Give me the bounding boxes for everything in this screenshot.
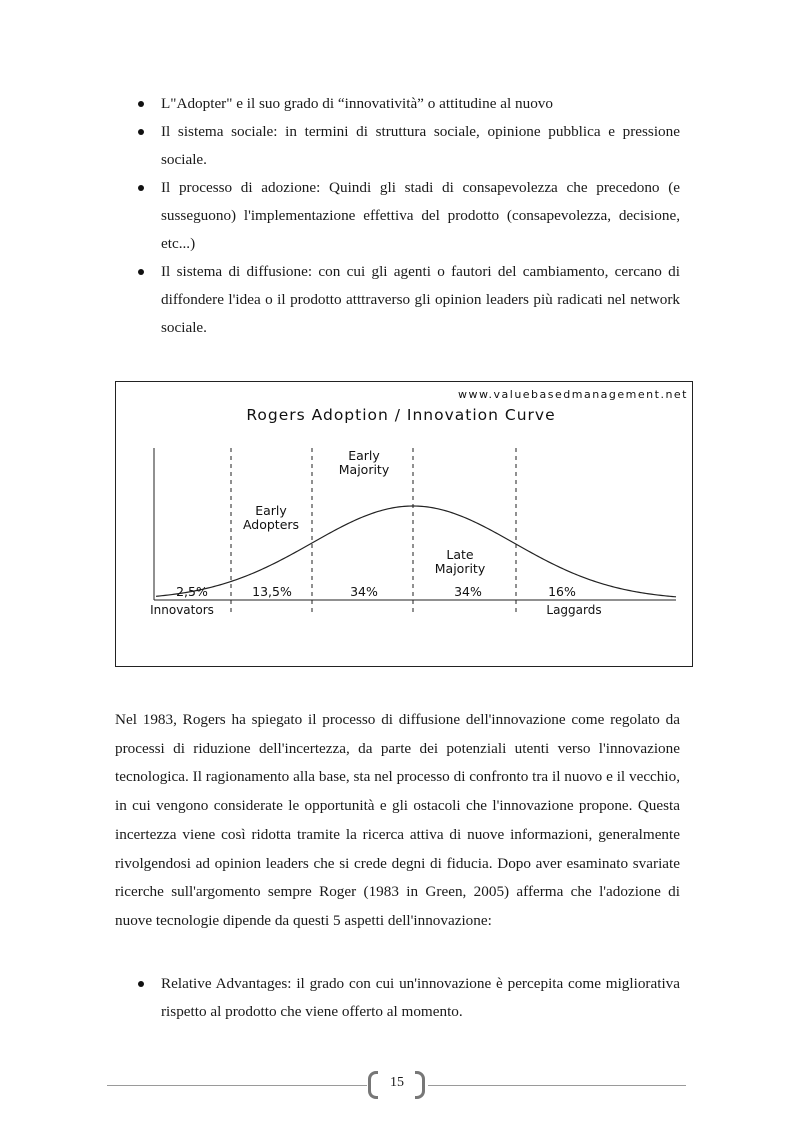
bullet-icon	[138, 129, 144, 135]
label-early-adopters-2: Adopters	[242, 517, 300, 532]
bullet-icon	[138, 269, 144, 275]
label-early-majority-2: Majority	[338, 462, 390, 477]
list-item	[0, 258, 680, 342]
percent-early-majority: 34%	[350, 584, 378, 599]
footer-rule-right	[428, 1085, 686, 1086]
percent-innovators: 2,5%	[176, 584, 208, 599]
bullet-icon	[138, 981, 144, 987]
list-item	[0, 174, 680, 258]
source-url: www.valuebasedmanagement.net	[458, 388, 688, 401]
bullet-text: Il processo di adozione: Quindi gli stadi di consapevolezza che precedono (e susseguono) l'implementazione effettiva del prodotto (consapevolezza, decisione, etc...)	[161, 179, 680, 252]
footer-rule-left	[107, 1085, 367, 1086]
list-item	[0, 970, 680, 1026]
bullet-text: Il sistema sociale: in termini di struttura sociale, opinione pubblica e pressione sociale.	[161, 123, 680, 168]
body-paragraph: Nel 1983, Rogers ha spiegato il processo di diffusione dell'innovazione come regolato da processi di riduzione dell'incertezza, da parte dei potenziali utenti verso l'innovazione tecnologica. Il ragionamento alla base, sta nel processo di confronto tra il nuovo e il vecchio, in cui vengono considerate le opportunità e gli ostacoli che l'innovazione propone. Questa incertezza viene così ridotta tramite la ricerca attiva di nuove informazioni, generalmente rivolgendosi ad opinion leaders che si crede degni di fiducia. Dopo aver esaminato svariate ricerche sull'argomento sempre Roger (1983 in Green, 2005) afferma che l'adozione di nuove tecnologie dipende da questi 5 aspetti dell'innovazione:	[115, 711, 680, 929]
label-late-majority-1: Late	[446, 547, 474, 562]
list-item	[0, 118, 680, 174]
label-early-majority-1: Early	[348, 448, 380, 463]
adoption-bell-curve	[156, 506, 676, 597]
label-early-adopters-1: Early	[255, 503, 287, 518]
list-item	[0, 90, 680, 118]
percent-early-adopters: 13,5%	[252, 584, 292, 599]
label-innovators: Innovators	[150, 603, 214, 617]
page-number: 15	[390, 1075, 404, 1090]
bullet-text: Relative Advantages: il grado con cui un'innovazione è percepita come migliorativa rispetto al prodotto che viene offerto al momento.	[161, 975, 680, 1020]
page-number-bracket-right	[415, 1071, 425, 1099]
diagram-title: Rogers Adoption / Innovation Curve	[246, 406, 556, 424]
bullet-text: Il sistema di diffusione: con cui gli agenti o fautori del cambiamento, cercano di diffondere l'idea o il prodotto atttraverso gli opinion leaders più radicati nel network sociale.	[161, 263, 680, 336]
bullet-list-bottom	[0, 970, 794, 1026]
bullet-icon	[138, 101, 144, 107]
bullet-text: L"Adopter" e il suo grado di “innovatività” o attitudine al nuovo	[161, 95, 553, 112]
percent-late-majority: 34%	[454, 584, 482, 599]
bullet-list-top	[0, 90, 794, 342]
bullet-icon	[138, 185, 144, 191]
page-number-bracket-left	[368, 1071, 378, 1099]
label-late-majority-2: Majority	[434, 561, 486, 576]
label-laggards: Laggards	[546, 603, 602, 617]
adoption-curve-figure	[115, 381, 693, 667]
percent-laggards: 16%	[548, 584, 576, 599]
adoption-curve-diagram	[116, 382, 692, 666]
